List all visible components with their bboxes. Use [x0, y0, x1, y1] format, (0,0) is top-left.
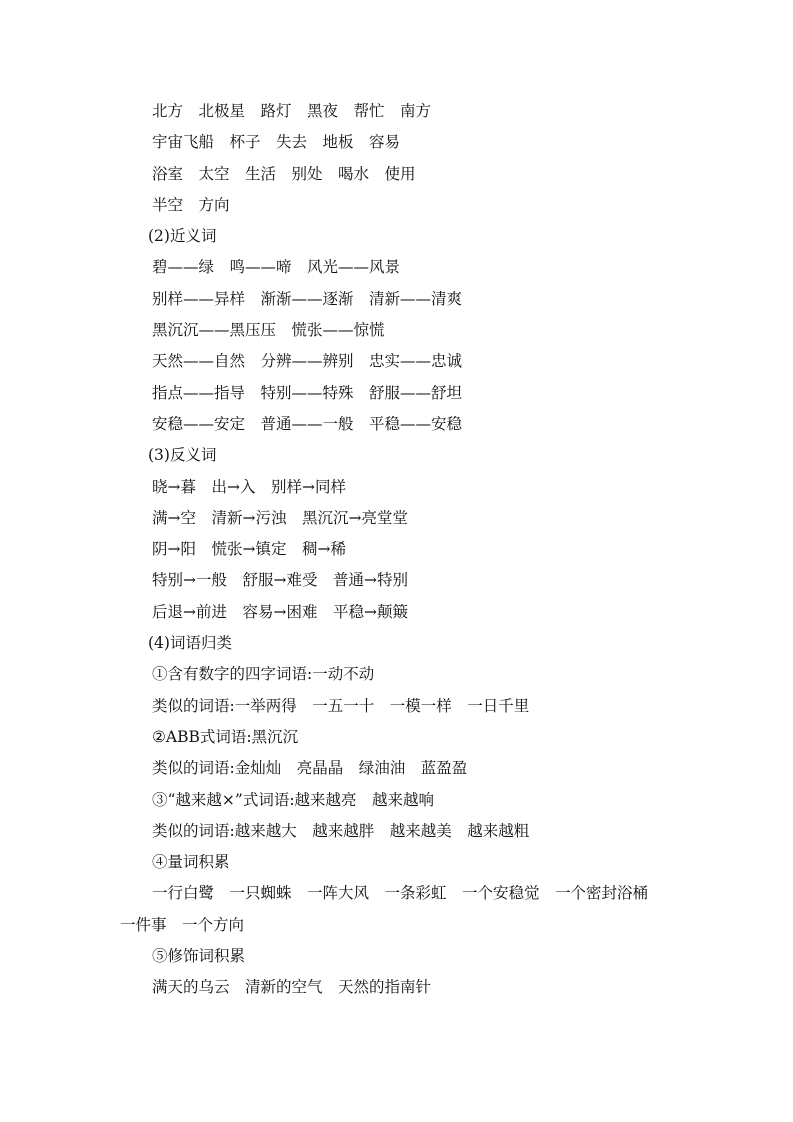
text-line: 碧——绿 鸣——啼 风光——风景 [152, 258, 401, 277]
text-line: ④量词积累 [152, 853, 230, 872]
text-line: 晓→暮 出→入 别样→同样 [152, 477, 346, 496]
text-line: 别样——异样 渐渐——逐渐 清新——清爽 [152, 289, 463, 308]
document-body [0, 96, 793, 1004]
text-line: ⑤修饰词积累 [152, 947, 246, 966]
section-heading-antonyms: (3)反义词 [148, 446, 217, 465]
text-line: 一行白鹭 一只蜘蛛 一阵大风 一条彩虹 一个安稳觉 一个密封浴桶 [152, 884, 649, 903]
text-line: ③“越来越×”式词语:越来越亮 越来越响 [152, 790, 435, 809]
text-line: 类似的词语:越来越大 越来越胖 越来越美 越来越粗 [152, 821, 530, 840]
text-line: 宇宙飞船 杯子 失去 地板 容易 [152, 133, 401, 152]
text-line: 指点——指导 特别——特殊 舒服——舒坦 [152, 383, 463, 402]
text-line: ①含有数字的四字词语:一动不动 [152, 665, 375, 684]
text-line: 阴→阳 慌张→镇定 稠→稀 [152, 540, 346, 559]
text-line: 浴室 太空 生活 别处 喝水 使用 [152, 164, 416, 183]
text-line: 半空 方向 [152, 195, 230, 214]
text-line: 安稳——安定 普通——一般 平稳——安稳 [152, 414, 463, 433]
section-heading-synonyms: (2)近义词 [148, 227, 217, 246]
text-line: ②ABB式词语:黑沉沉 [152, 727, 299, 746]
text-line: 类似的词语:金灿灿 亮晶晶 绿油油 蓝盈盈 [152, 759, 468, 778]
section-heading-classification: (4)词语归类 [148, 634, 232, 653]
text-line: 黑沉沉——黑压压 慌张——惊慌 [152, 321, 385, 340]
text-line: 满天的乌云 清新的空气 天然的指南针 [152, 978, 432, 997]
text-line: 天然——自然 分辨——辨别 忠实——忠诚 [152, 352, 463, 371]
text-line: 满→空 清新→污浊 黑沉沉→亮堂堂 [152, 508, 408, 527]
text-line: 特别→一般 舒服→难受 普通→特别 [152, 571, 408, 590]
text-line: 北方 北极星 路灯 黑夜 帮忙 南方 [152, 102, 432, 120]
text-line: 后退→前进 容易→困难 平稳→颠簸 [152, 602, 408, 621]
text-line: 类似的词语:一举两得 一五一十 一模一样 一日千里 [152, 696, 530, 715]
text-line-continuation: 一件事 一个方向 [120, 915, 245, 934]
